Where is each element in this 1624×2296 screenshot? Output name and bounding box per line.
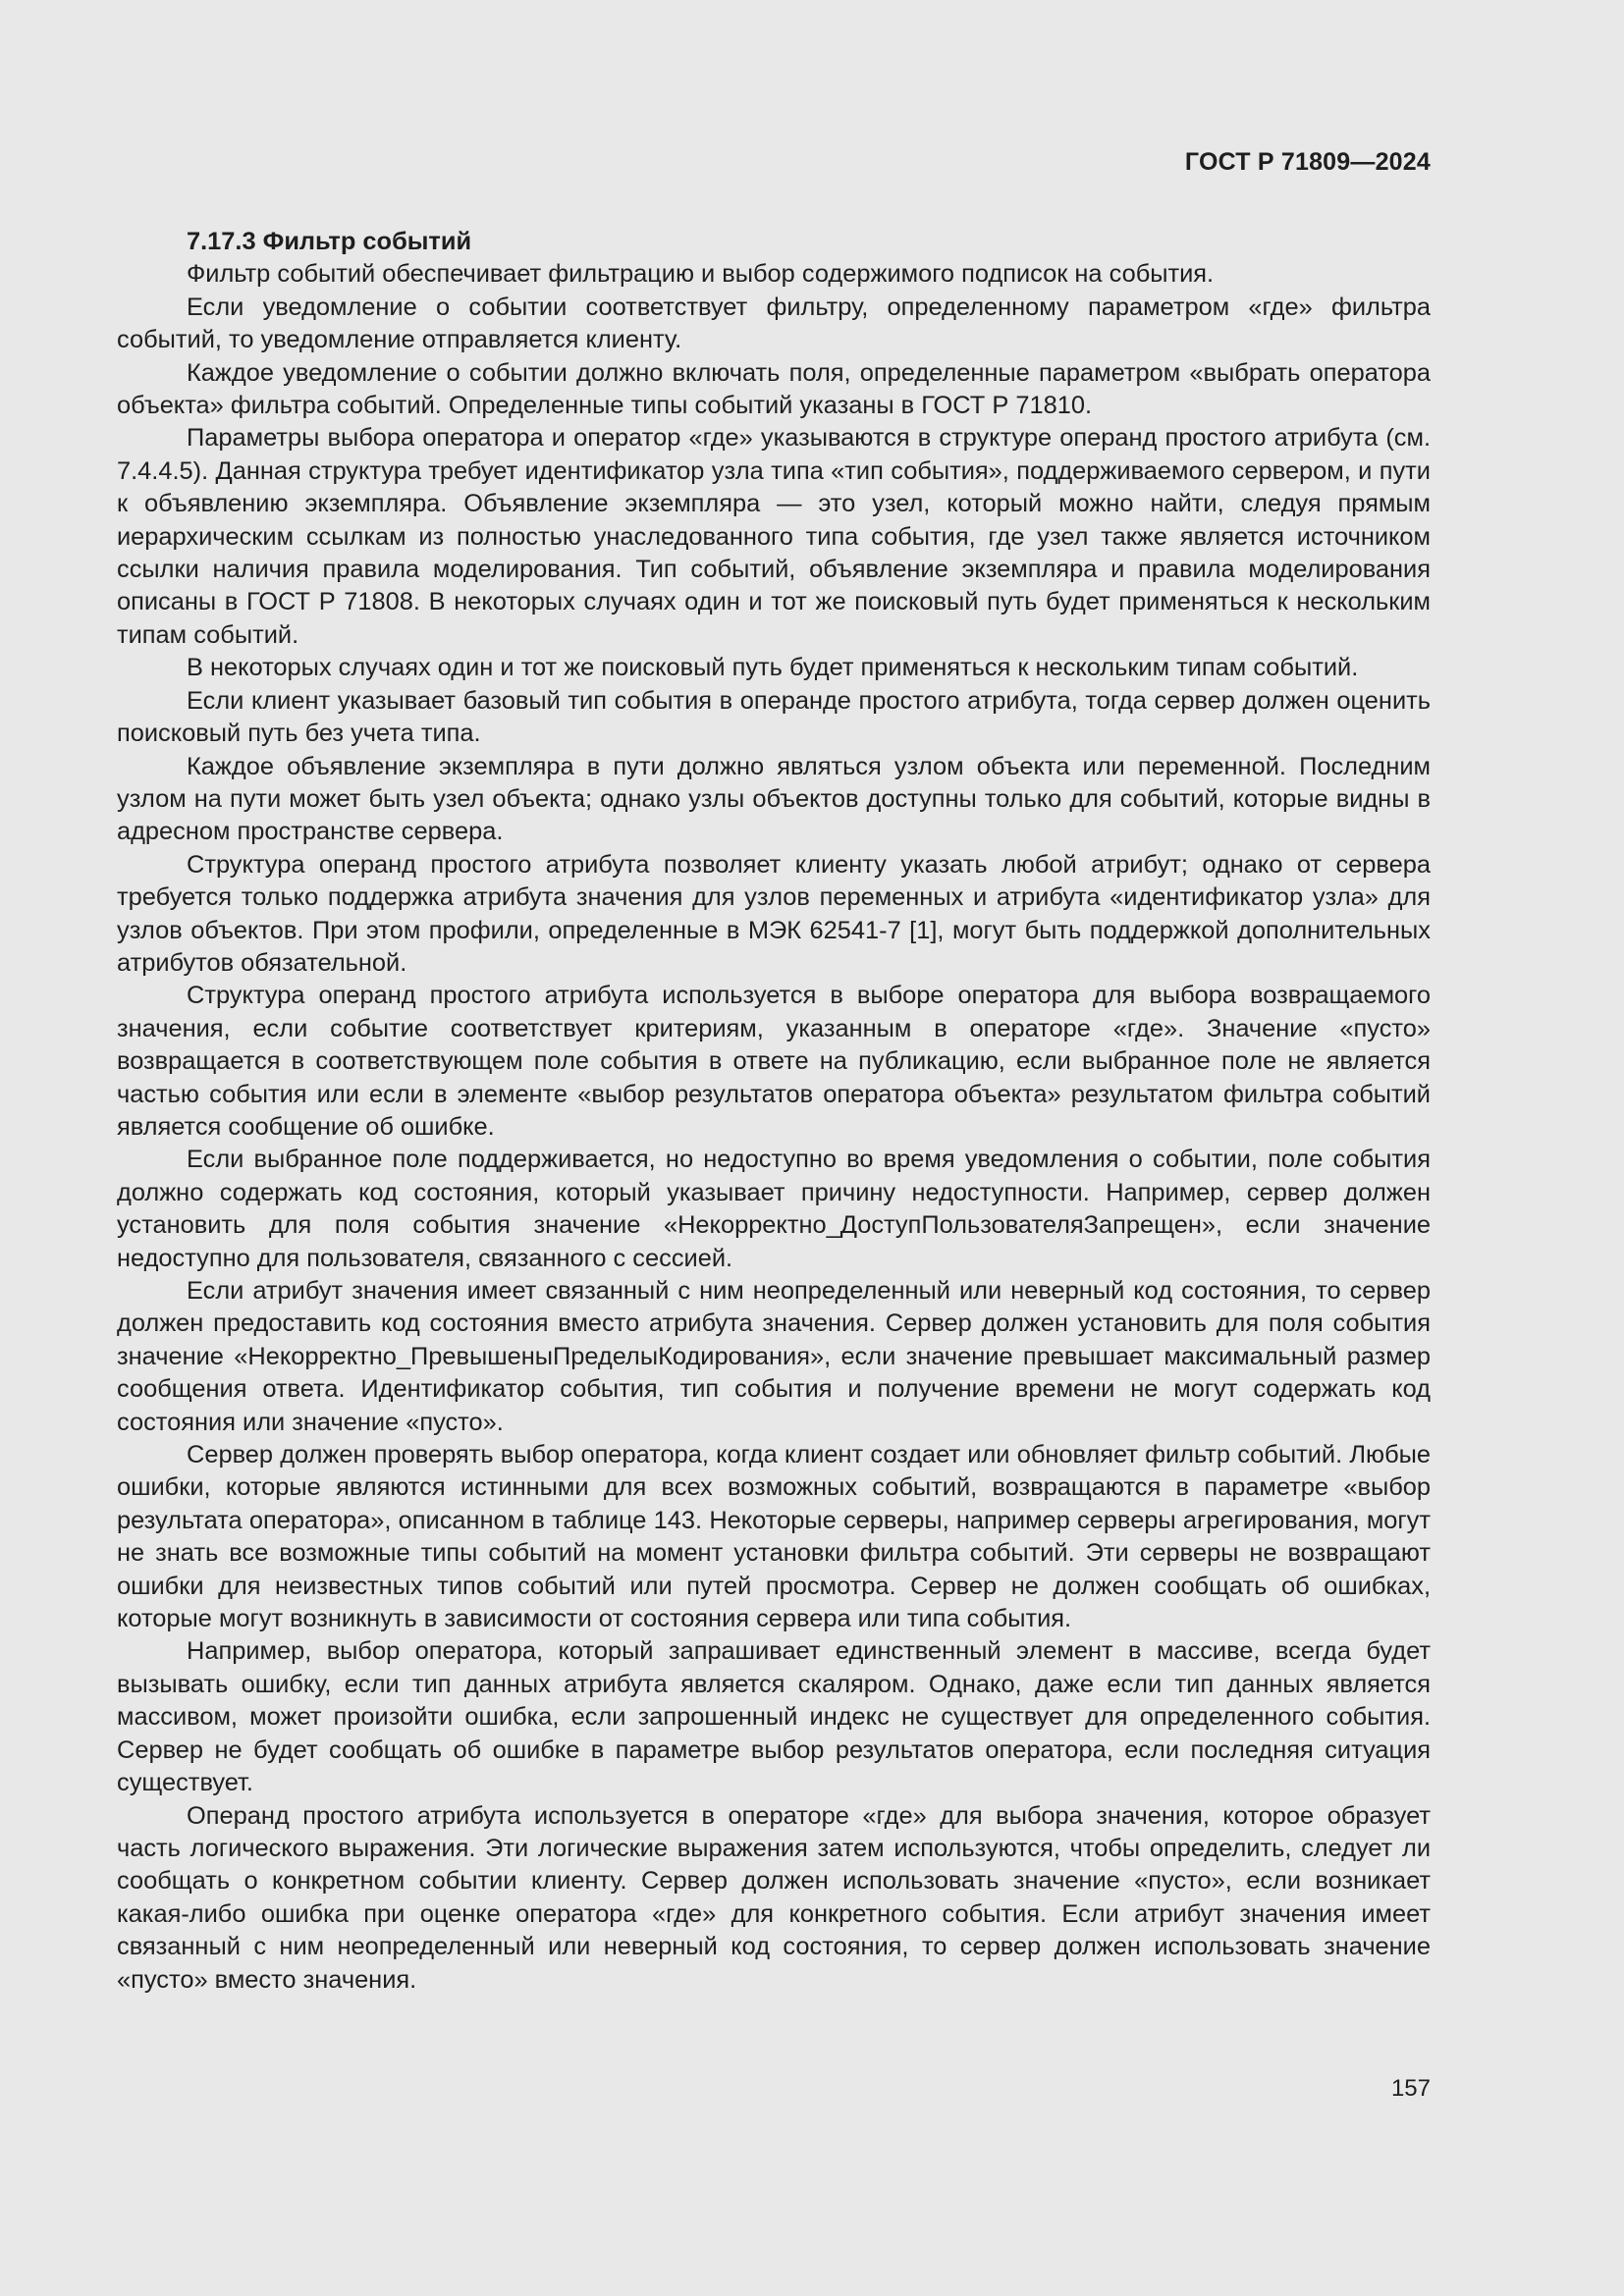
paragraph: Каждое объявление экземпляра в пути должно являться узлом объекта или переменной. Последним узлом на пути может быть узел объекта; однако узлы объектов доступны только для событий, которые видны в адресном пространстве сервера. xyxy=(117,752,1431,846)
paragraph: Если выбранное поле поддерживается, но недоступно во время уведомления о событии, поле события должно содержать код состояния, который указывает причину недоступности. Например, сервер должен установить для поля события значение «Некорректно_ДоступПользователяЗапрещен», если значение недоступно для пользователя, связанного с сессией. xyxy=(117,1146,1431,1272)
paragraph: Если уведомление о событии соответствует фильтру, определенному параметром «где» фильтра событий, то уведомление отправляется клиенту. xyxy=(117,293,1431,354)
section-body xyxy=(117,226,1431,1997)
page-number: 157 xyxy=(1390,2075,1431,2102)
paragraph: Например, выбор оператора, который запрашивает единственный элемент в массиве, всегда будет вызывать ошибку, если тип данных атрибута является скаляром. Однако, даже если тип данных является массивом, может произойти ошибка, если запрошенный индекс не существует для определенного события. Сервер не будет сообщать об ошибке в параметре выбор результатов оператора, если последняя ситуация существует. xyxy=(117,1637,1431,1797)
paragraph: Структура операнд простого атрибута используется в выборе оператора для выбора возвращаемого значения, если событие соответствует критериям, указанным в операторе «где». Значение «пусто» возвращается в соответствующем поле события в ответе на публикацию, если выбранное поле не является частью события или если в элементе «выбор результатов оператора объекта» результатом фильтра событий является сообщение об ошибке. xyxy=(117,982,1431,1141)
paragraph: В некоторых случаях один и тот же поисковый путь будет применяться к нескольким типам событий. xyxy=(187,654,1359,682)
standard-designation: ГОСТ Р 71809—2024 xyxy=(1184,148,1431,176)
paragraph: Фильтр событий обеспечивает фильтрацию и выбор содержимого подписок на события. xyxy=(187,260,1215,289)
paragraph: Структура операнд простого атрибута позволяет клиенту указать любой атрибут; однако от сервера требуется только поддержка атрибута значения для узлов переменных и атрибута «идентификатор узла» для узлов объектов. При этом профили, определенные в МЭК 62541-7 [1], могут быть поддержкой дополнительных атрибутов обязательной. xyxy=(117,850,1431,977)
paragraph: Если атрибут значения имеет связанный с ним неопределенный или неверный код состояния, то сервер должен предоставить код состояния вместо атрибута значения. Сервер должен установить для поля события значение «Некорректно_ПревышеныПределыКодирования», если значение превышает максимальный размер сообщения ответа. Идентификатор события, тип события и получение времени не могут содержать код состояния или значение «пусто». xyxy=(117,1277,1431,1436)
paragraph: Параметры выбора оператора и оператор «где» указываются в структуре операнд простого атрибута (см. 7.4.4.5). Данная структура требует идентификатор узла типа «тип события», поддерживаемого сервером, и пути к объявлению экземпляра. Объявление экземпляра — это узел, который можно найти, следуя прямым иерархическим ссылкам из полностью унаследованного типа события, где узел также является источником ссылки наличия правила моделирования. Тип событий, объявление экземпляра и правила моделирования описаны в ГОСТ Р 71808. В некоторых случаях один и тот же поисковый путь будет применяться к нескольким типам событий. xyxy=(117,424,1431,649)
paragraph: Если клиент указывает базовый тип события в операнде простого атрибута, тогда сервер должен оценить поисковый путь без учета типа. xyxy=(117,686,1431,748)
section-heading: 7.17.3 Фильтр событий xyxy=(187,228,472,255)
paragraph: Сервер должен проверять выбор оператора, когда клиент создает или обновляет фильтр событий. Любые ошибки, которые являются истинными для всех возможных событий, возвращаются в параметре «выбор результата оператора», описанном в таблице 143. Некоторые серверы, например серверы агрегирования, могут не знать все возможные типы событий на момент установки фильтра событий. Эти серверы не возвращают ошибки для неизвестных типов событий или путей просмотра. Сервер не должен сообщать об ошибках, которые могут возникнуть в зависимости от состояния сервера или типа события. xyxy=(117,1441,1431,1633)
paragraph: Операнд простого атрибута используется в операторе «где» для выбора значения, которое образует часть логического выражения. Эти логические выражения затем используются, чтобы определить, следует ли сообщать о конкретном событии клиенту. Сервер должен использовать значение «пусто», если возникает какая-либо ошибка при оценке оператора «где» для конкретного события. Если атрибут значения имеет связанный с ним неопределенный или неверный код состояния, то сервер должен использовать значение «пусто» вместо значения. xyxy=(117,1801,1431,1994)
paragraph: Каждое уведомление о событии должно включать поля, определенные параметром «выбрать оператора объекта» фильтра событий. Определенные типы событий указаны в ГОСТ Р 71810. xyxy=(117,358,1431,420)
